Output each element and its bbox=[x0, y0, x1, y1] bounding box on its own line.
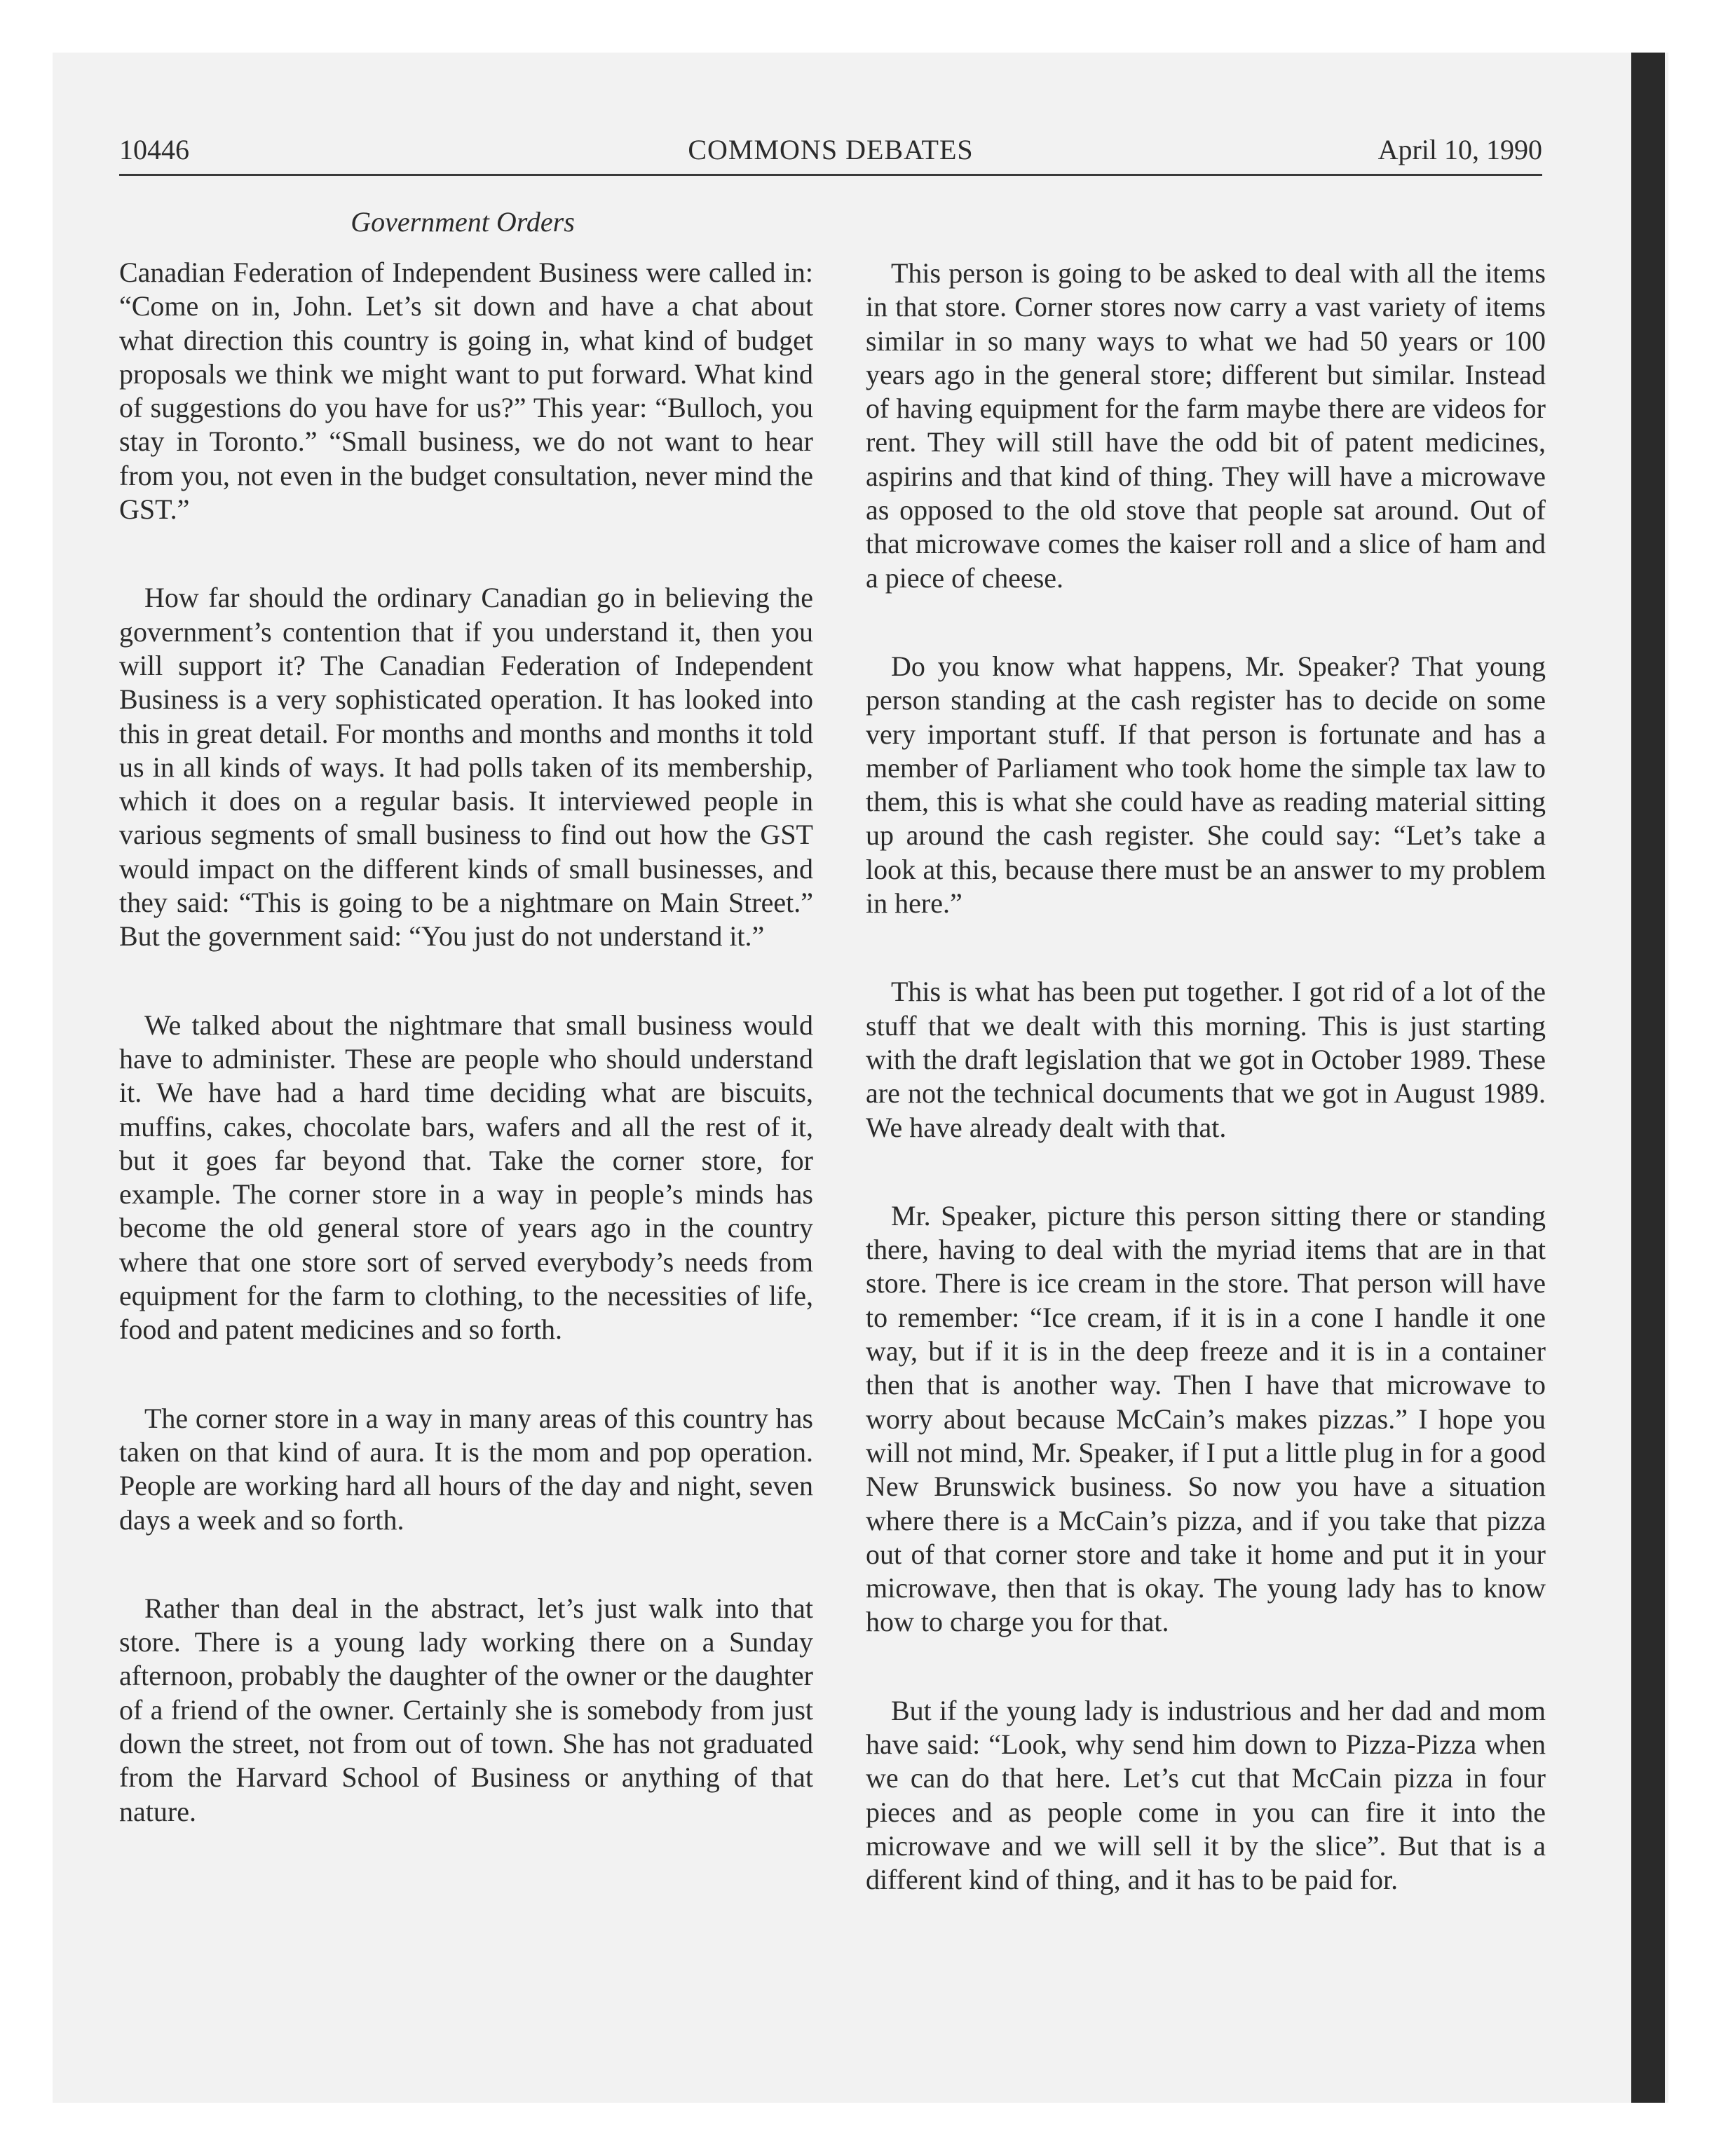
paragraph: Rather than deal in the abstract, let’s just walk into that store. There is a young lady working there on a Sunday afternoon, probably the daughter of the owner or the daughter of a friend of the owner. Certainly she is somebody from just down the street, not from out of town. She has not graduated from the Harvard School of Business or anything of that nature. bbox=[119, 1592, 813, 1827]
publication-date: April 10, 1990 bbox=[1377, 134, 1542, 165]
header-rule bbox=[119, 174, 1542, 176]
page-number: 10446 bbox=[119, 134, 189, 165]
left-column bbox=[119, 256, 813, 1883]
paragraph: But if the young lady is industrious and her dad and mom have said: “Look, why send him down to Pizza-Pizza when we can do that here. Let’s cut that McCain pizza in four pieces and as people come in you can fire it into the microwave and we will sell it by the slice”. But that is a different kind of thing, and it has to be paid for. bbox=[866, 1694, 1546, 1896]
section-title: Government Orders bbox=[351, 206, 575, 238]
paragraph: Mr. Speaker, picture this person sitting there or standing there, having to deal with the myriad items that are in that store. There is ice cream in the store. That person will have to remember: “Ice cream, if it is in a cone I handle it one way, but if it is in the deep freeze and it is in a container then that is another way. Then I have that microwave to worry about because McCain’s makes pizzas.” I hope you will not mind, Mr. Speaker, if I put a little plug in for a good New Brunswick business. So now you have a situation where there is a McCain’s pizza, and if you take that pizza out of that corner store and take it home and put it in your microwave, then that is okay. The young lady has to know how to charge you for that. bbox=[866, 1199, 1546, 1638]
publication-title: COMMONS DEBATES bbox=[688, 134, 974, 165]
paragraph: The corner store in a way in many areas of this country has taken on that kind of aura. It is the mom and pop operation. People are working hard all hours of the day and night, seven days a week and so forth. bbox=[119, 1402, 813, 1536]
paragraph: This person is going to be asked to deal with all the items in that store. Corner stores now carry a vast variety of items similar in so many ways to what we had 50 years or 100 years ago in the general store; different but similar. Instead of having equipment for the farm maybe there are videos for rent. They will still have the odd bit of patent medicines, aspirins and that kind of thing. They will have a microwave as opposed to the old stove that people sat around. Out of that microwave comes the kaiser roll and a slice of ham and a piece of cheese. bbox=[866, 257, 1546, 594]
paragraph: Canadian Federation of Independent Business were called in: “Come on in, John. Let’s sit down and have a chat about what direction this country is going in, what kind of budget proposals we think we might want to put forward. What kind of suggestions do you have for us?” This year: “Bulloch, you stay in Toronto.” “Small business, we do not want to hear from you, not even in the budget consultation, never mind the GST.” bbox=[119, 257, 813, 526]
paragraph: Do you know what happens, Mr. Speaker? That young person standing at the cash register has to decide on some very important stuff. If that person is fortunate and has a member of Parliament who took home the simple tax law to them, this is what she could have as reading material sitting up around the cash register. She could say: “Let’s take a look at this, because there must be an answer to my problem in here.” bbox=[866, 650, 1546, 920]
scan-edge-bar bbox=[1631, 53, 1665, 2103]
paragraph: This is what has been put together. I got rid of a lot of the stuff that we dealt with this morning. This is just starting with the draft legislation that we got in October 1989. These are not the technical documents that we got in August 1989. We have already dealt with that. bbox=[866, 976, 1546, 1143]
right-column bbox=[866, 257, 1546, 1951]
paragraph: We talked about the nightmare that small business would have to administer. These are people who should understand it. We have had a hard time deciding what are biscuits, muffins, cakes, chocolate bars, wafers and all the rest of it, but it goes far beyond that. Take the corner store, for example. The corner store in a way in people’s minds has become the old general store of years ago in the country where that one store sort of served everybody’s needs from equipment for the farm to clothing, to the necessities of life, food and patent medicines and so forth. bbox=[119, 1009, 813, 1346]
paragraph: How far should the ordinary Canadian go in believing the government’s contention that if you understand it, then you will support it? The Canadian Federation of Independent Business is a very sophisticated operation. It has looked into this in great detail. For months and months and months it told us in all kinds of ways. It had polls taken of its membership, which it does on a regular basis. It interviewed people in various segments of small business to find out how the GST would impact on the different kinds of small businesses, and they said: “This is going to be a nightmare on Main Street.” But the government said: “You just do not understand it.” bbox=[119, 582, 813, 953]
